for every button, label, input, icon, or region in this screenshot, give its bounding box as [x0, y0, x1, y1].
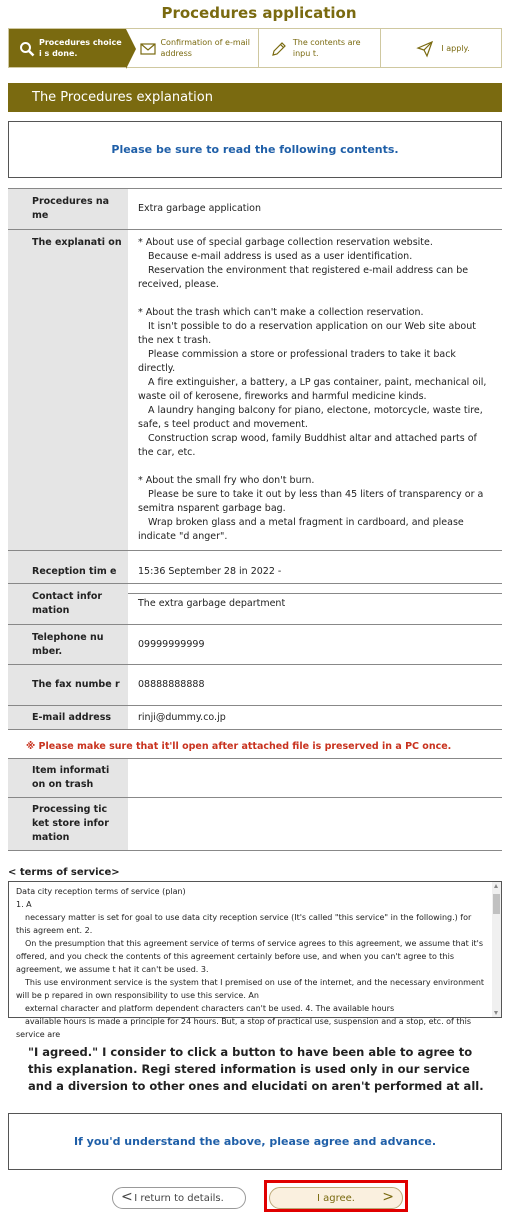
- explanation-value: [128, 230, 502, 551]
- explanation-text: [138, 236, 492, 544]
- paper-plane-icon: [417, 41, 433, 57]
- progress-steps: [8, 28, 502, 68]
- explanation-line: [138, 292, 492, 306]
- contact-value: The extra garbage department: [128, 584, 502, 625]
- explanation-line: * About the small fry who don't burn.: [138, 475, 315, 486]
- reception-time-value: 15:36 September 28 in 2022 -: [128, 551, 502, 594]
- step-label: Confirmation of e-mail address: [160, 38, 250, 58]
- contact-info-table: [8, 583, 502, 730]
- explanation-line: It isn't possible to do a reservation application on our Web site about the nex t trash.: [138, 321, 476, 346]
- procedures-name-label: Procedures na me: [8, 189, 128, 230]
- explanation-line: Please commission a store or professional traders to take it back directly.: [138, 349, 456, 374]
- explanation-line: * About use of special garbage collection reservation website.: [138, 237, 433, 248]
- return-to-details-button[interactable]: [112, 1187, 246, 1209]
- ticket-store-label: Processing tic ket store infor mation: [8, 798, 128, 851]
- phone-label: Telephone nu mber.: [8, 625, 128, 665]
- terms-textarea[interactable]: [8, 881, 502, 1039]
- step-contents-input: [259, 29, 381, 67]
- item-info-label: Item informati on on trash: [8, 759, 128, 798]
- table-row: [8, 759, 502, 798]
- page-title: Procedures application: [161, 4, 357, 22]
- item-info-value: [128, 759, 502, 798]
- terms-line: This use environment service is the system that I premised on use of the internet, and the necessary environment will be p repared in own responsibility to use this service. An: [16, 978, 485, 1000]
- chevron-left-icon: <: [121, 1189, 133, 1205]
- table-row: [8, 189, 502, 230]
- agree-explanation-text: "I agreed." I consider to click a button to have been able to agree to this explanation. Regi stered information is used only in our service and a diversion to other ones and elucidati on aren't performed at all.: [28, 1045, 484, 1093]
- terms-line: available hours is made a principle for 24 hours. But, a stop of practical use, suspension and a stop, etc. of this service are: [16, 1017, 472, 1039]
- table-row: [8, 230, 502, 551]
- attachment-warning: ※ Please make sure that it'll open after attached file is preserved in a PC once.: [26, 741, 452, 752]
- explanation-line: Wrap broken glass and a metal fragment in cardboard, and please indicate "d anger".: [138, 517, 464, 542]
- email-label: E-mail address: [8, 706, 128, 730]
- section-title: The Procedures explanation: [8, 83, 502, 112]
- terms-line: 1. A: [16, 900, 32, 909]
- step-apply: [381, 29, 501, 67]
- table-row: [8, 584, 502, 625]
- explanation-line: Please be sure to take it out by less than 45 liters of transparency or a semitra nsparent garbage bag.: [138, 489, 484, 514]
- pencil-icon: [271, 41, 287, 57]
- explanation-line: * About the trash which can't make a collection reservation.: [138, 307, 424, 318]
- fax-value: 08888888888: [128, 665, 502, 706]
- procedures-name-value: Extra garbage application: [128, 189, 502, 230]
- reception-time-label: Reception tim e: [8, 551, 128, 594]
- terms-line: On the presumption that this agreement service of terms of service agrees to this agreement, we assume that it's offered, and you check the contents of this agreement certainly before use, and when you can't agree to this agreement, we assume t hat it can't be used. 3.: [16, 939, 484, 974]
- read-notice-text: Please be sure to read the following contents.: [111, 143, 399, 156]
- explanation-label: The explanati on: [8, 230, 128, 551]
- email-value: rinji@dummy.co.jp: [128, 706, 502, 730]
- terms-line: Data city reception terms of service (plan): [16, 887, 186, 896]
- terms-scrollbar[interactable]: [492, 882, 501, 1017]
- read-notice-box: [8, 121, 502, 178]
- scroll-up-arrow-icon[interactable]: [494, 884, 498, 888]
- advance-notice-box: [8, 1113, 502, 1170]
- search-icon: [19, 41, 35, 57]
- terms-line: external character and platform dependent characters can't be used. 4. The available hours: [25, 1004, 395, 1013]
- step-email-confirmation: [126, 29, 258, 67]
- trash-info-table: [8, 758, 502, 851]
- step-procedures-choice: [9, 29, 126, 67]
- terms-text: [16, 885, 485, 1041]
- explanation-line: [138, 460, 492, 474]
- ticket-store-value: [128, 798, 502, 851]
- explanation-line: Because e-mail address is used as a user identification.: [148, 251, 413, 262]
- return-button-label: I return to details.: [134, 1192, 224, 1204]
- procedure-info-table: [8, 188, 502, 594]
- table-row: [8, 706, 502, 730]
- table-row: [8, 798, 502, 851]
- explanation-line: Construction scrap wood, family Buddhist altar and attached parts of the car, etc.: [138, 433, 477, 458]
- agree-button-highlight: [264, 1180, 408, 1212]
- step-label: I apply.: [441, 43, 470, 53]
- explanation-line: A laundry hanging balcony for piano, electone, motorcycle, waste tire, safe, s teel product and movement.: [138, 405, 483, 430]
- chevron-right-icon: >: [382, 1189, 394, 1205]
- fax-label: The fax numbe r: [8, 665, 128, 706]
- table-row: [8, 665, 502, 706]
- table-row: [8, 625, 502, 665]
- scroll-thumb[interactable]: [493, 894, 500, 914]
- step-label: Procedures choice i s done.: [39, 38, 122, 58]
- explanation-line: A fire extinguisher, a battery, a LP gas container, paint, mechanical oil, waste oil of kerosene, fireworks and harmful medicine kinds.: [138, 377, 487, 402]
- agree-button-label: I agree.: [317, 1192, 355, 1204]
- terms-title: < terms of service>: [8, 867, 120, 878]
- advance-notice-text: If you'd understand the above, please agree and advance.: [73, 1135, 437, 1148]
- phone-value: 09999999999: [128, 625, 502, 665]
- contact-label: Contact infor mation: [8, 584, 128, 625]
- step-label: The contents are inpu t.: [292, 38, 361, 58]
- explanation-line: Reservation the environment that registered e-mail address can be received, please.: [138, 265, 469, 290]
- scroll-down-arrow-icon[interactable]: [494, 1011, 498, 1015]
- envelope-icon: [140, 41, 156, 57]
- terms-line: necessary matter is set for goal to use data city reception service (It's called "this service" in the following.) for this agreem ent. 2.: [16, 913, 472, 935]
